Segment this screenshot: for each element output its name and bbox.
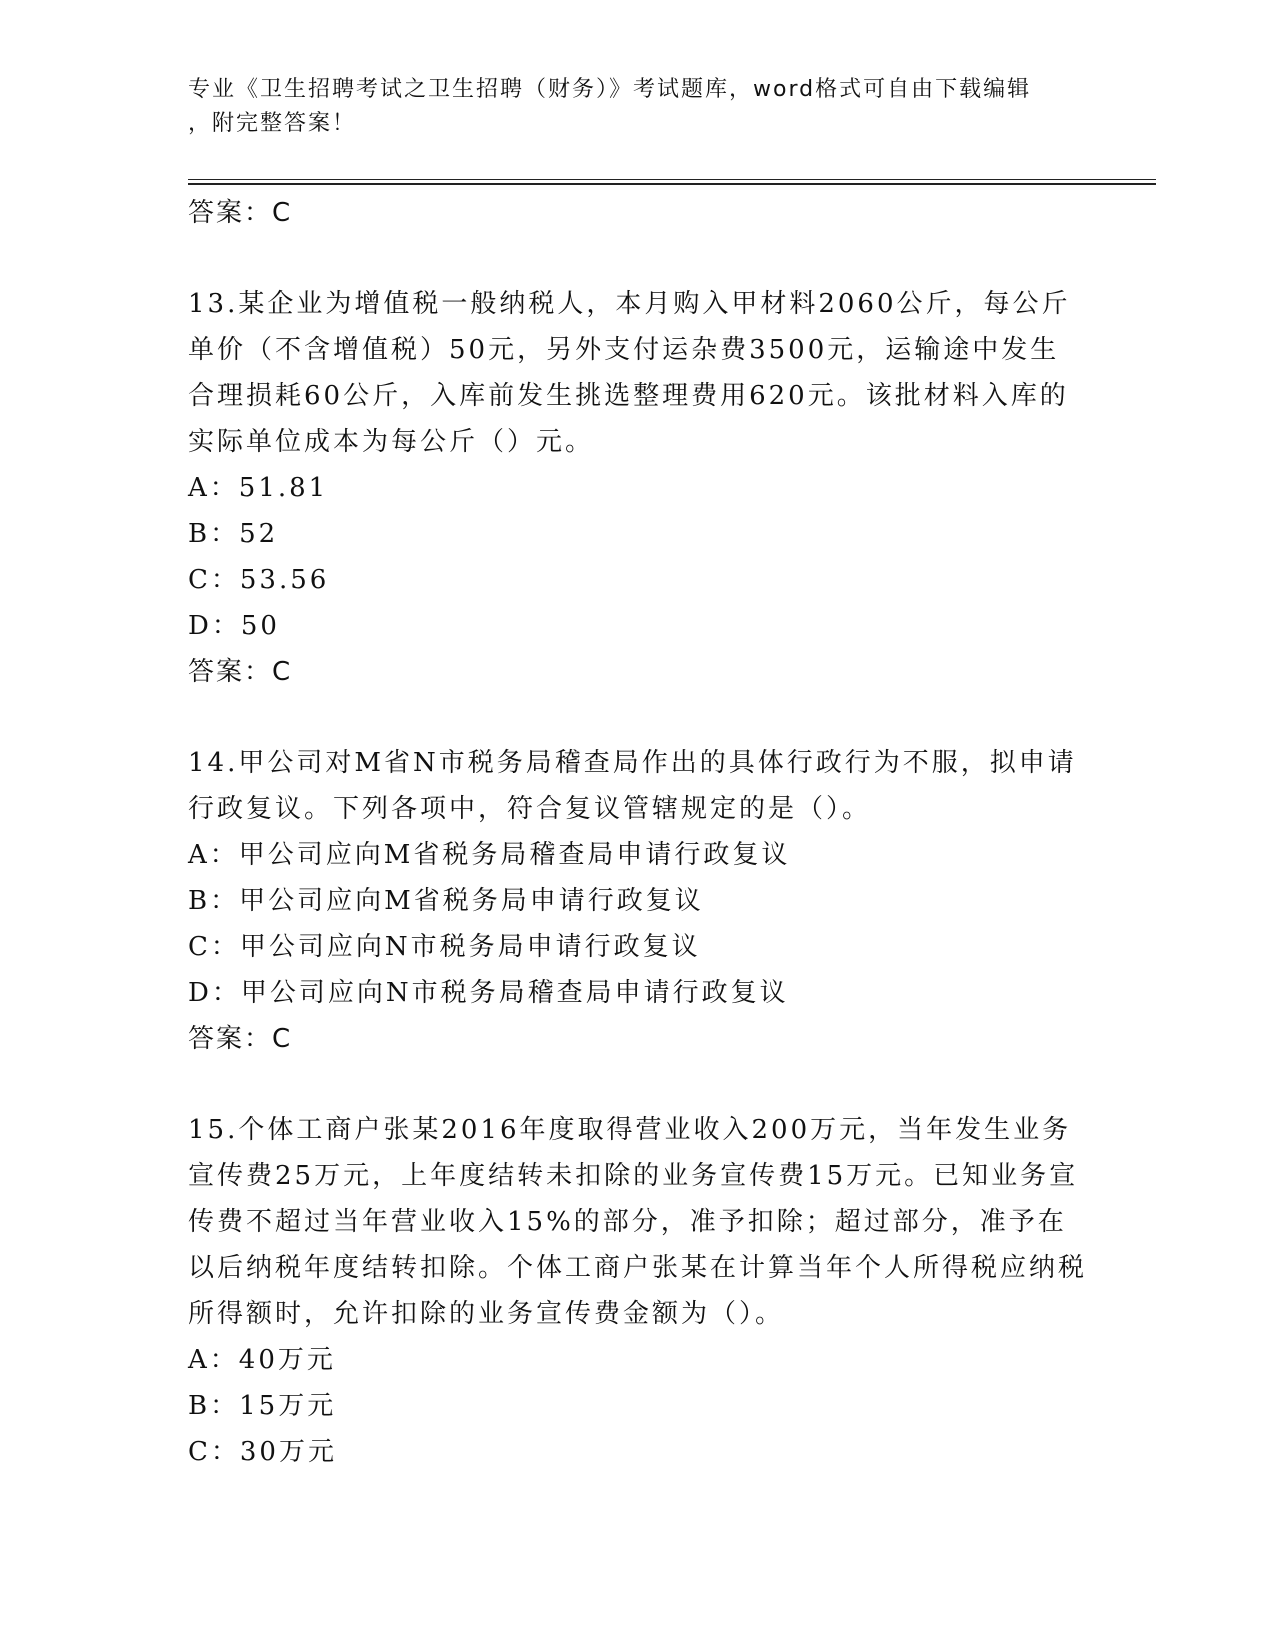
answer-label: 答案：C: [188, 1024, 293, 1054]
option-b: B：甲公司应向M省税务局申请行政复议: [188, 886, 704, 916]
answer-label: 答案：C: [188, 657, 293, 687]
option-a: A：51.81: [188, 473, 329, 503]
option-a: A：40万元: [188, 1345, 336, 1375]
question-content: [188, 190, 1088, 1475]
option-c: C：30万元: [188, 1437, 337, 1467]
option-c: C：甲公司应向N市税务局申请行政复议: [188, 932, 701, 962]
spacer: [188, 695, 1088, 740]
page-header: [188, 73, 1088, 141]
option-c: C：53.56: [188, 565, 330, 595]
question-14: [188, 740, 1088, 1062]
option-b: B：15万元: [188, 1391, 337, 1421]
question-text: 15.个体工商户张某2016年度取得营业收入200万元，当年发生业务宣传费25万元，上年度结转未扣除的业务宣传费15万元。已知业务宣传费不超过当年营业收入15%的部分，准予扣除；超过部分，准予在以后纳税年度结转扣除。个体工商户张某在计算当年个人所得税应纳税所得额时，允许扣除的业务宣传费金额为（）。: [188, 1115, 1088, 1329]
spacer: [188, 1062, 1088, 1107]
header-title-line: 专业《卫生招聘考试之卫生招聘（财务）》考试题库，word格式可自由下载编辑: [188, 77, 1032, 102]
header-title-line-2: ，附完整答案！: [188, 111, 357, 136]
question-text: 14.甲公司对M省N市税务局稽查局作出的具体行政行为不服，拟申请行政复议。下列各项中，符合复议管辖规定的是（）。: [188, 748, 1077, 824]
question-15: [188, 1107, 1088, 1475]
header-rule-thick: [188, 183, 1156, 185]
question-13: [188, 281, 1088, 695]
option-d: D：甲公司应向N市税务局稽查局申请行政复议: [188, 978, 789, 1008]
question-text: 13.某企业为增值税一般纳税人，本月购入甲材料2060公斤，每公斤单价（不含增值税）50元，另外支付运杂费3500元，运输途中发生合理损耗60公斤，入库前发生挑选整理费用620元。该批材料入库的实际单位成本为每公斤（）元。: [188, 289, 1071, 457]
spacer: [188, 236, 1088, 281]
previous-answer: 答案：C: [188, 198, 293, 228]
header-rule-thin: [188, 179, 1156, 180]
option-a: A：甲公司应向M省税务局稽查局申请行政复议: [188, 840, 791, 870]
option-d: D：50: [188, 611, 280, 641]
option-b: B：52: [188, 519, 279, 549]
